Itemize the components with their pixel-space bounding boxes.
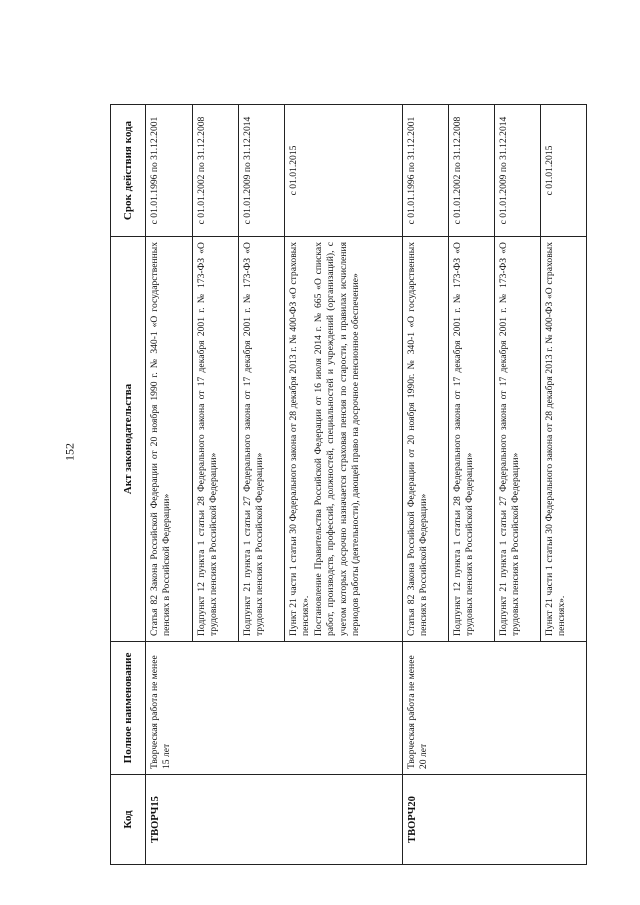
act-cell — [193, 237, 239, 642]
term-cell: с 01.01.2015 — [541, 105, 587, 237]
act-cell — [285, 237, 403, 642]
act-cell — [239, 237, 285, 642]
name-cell: Творческая работа не менее 15 лет — [146, 642, 403, 775]
act-text: Постановление Правительства Российской Федерации от 16 июля 2014 г. № 665 «О списках работ, производств, профессий, должностей, специальностей и учреждений (организаций), с учетом которых досрочно назначается страховая пенсия по старости, и правилах исчисления периодов работы (деятельности), дающей право на досрочное пенсионное обеспечение» — [312, 242, 362, 636]
code-cell: ТВОРЧ15 — [146, 775, 403, 865]
term-cell: с 01.01.2009 по 31.12.2014 — [495, 105, 541, 237]
term-cell: с 01.01.1996 по 31.12.2001 — [146, 105, 193, 237]
act-cell — [495, 237, 541, 642]
act-cell — [449, 237, 495, 642]
term-cell: с 01.01.2002 по 31.12.2008 — [449, 105, 495, 237]
act-text: Подпункт 21 пункта 1 статьи 27 Федерального закона от 17 декабря 2001 г. № 173-ФЗ «О трудовых пенсиях в Российской Федерации» — [242, 242, 266, 636]
header-act: Акт законодательства — [111, 237, 146, 642]
header-term: Срок действия кода — [111, 105, 146, 237]
table-row — [403, 105, 449, 865]
act-text: Подпункт 12 пункта 1 статьи 28 Федерального закона от 17 декабря 2001 г. № 173-ФЗ «О трудовых пенсиях в Российской Федерации» — [452, 242, 476, 636]
term-cell: с 01.01.2009 по 31.12.2014 — [239, 105, 285, 237]
act-text: Подпункт 12 пункта 1 статьи 28 Федерального закона от 17 декабря 2001 г. № 173-ФЗ «О трудовых пенсиях в Российской Федерации» — [196, 242, 220, 636]
name-cell: Творческая работа не менее 20 лет — [403, 642, 587, 775]
header-name: Полное наименование — [111, 642, 146, 775]
rotated-page — [110, 105, 587, 865]
code-cell: ТВОРЧ20 — [403, 775, 587, 865]
act-cell — [146, 237, 193, 642]
term-cell: с 01.01.2002 по 31.12.2008 — [193, 105, 239, 237]
act-text: Пункт 21 части 1 статьи 30 Федерального закона от 28 декабря 2013 г. № 400-ФЗ «О страховых пенсиях». — [288, 242, 312, 636]
page-number: 152 — [62, 443, 77, 461]
act-cell — [403, 237, 449, 642]
act-cell — [541, 237, 587, 642]
table-header-row — [111, 105, 146, 865]
act-text: Статья 82 Закона Российской Федерации от 20 ноября 1990г. № 340-1 «О государственных пенсиях в Российской Федерации» — [406, 242, 430, 636]
term-cell: с 01.01.2015 — [285, 105, 403, 237]
table-row — [146, 105, 193, 865]
codes-table — [110, 104, 587, 865]
act-text: Подпункт 21 пункта 1 статьи 27 Федерального закона от 17 декабря 2001 г. № 173-ФЗ «О трудовых пенсиях в Российской Федерации» — [498, 242, 522, 636]
act-text: Статья 82 Закона Российской Федерации от 20 ноября 1990 г. № 340-1 «О государственных пенсиях в Российской Федерации» — [149, 242, 173, 636]
term-cell: с 01.01.1996 по 31.12.2001 — [403, 105, 449, 237]
header-code: Код — [111, 775, 146, 865]
act-text: Пункт 21 части 1 статьи 30 Федерального закона от 28 декабря 2013 г. № 400-ФЗ «О страховых пенсиях». — [544, 242, 568, 636]
